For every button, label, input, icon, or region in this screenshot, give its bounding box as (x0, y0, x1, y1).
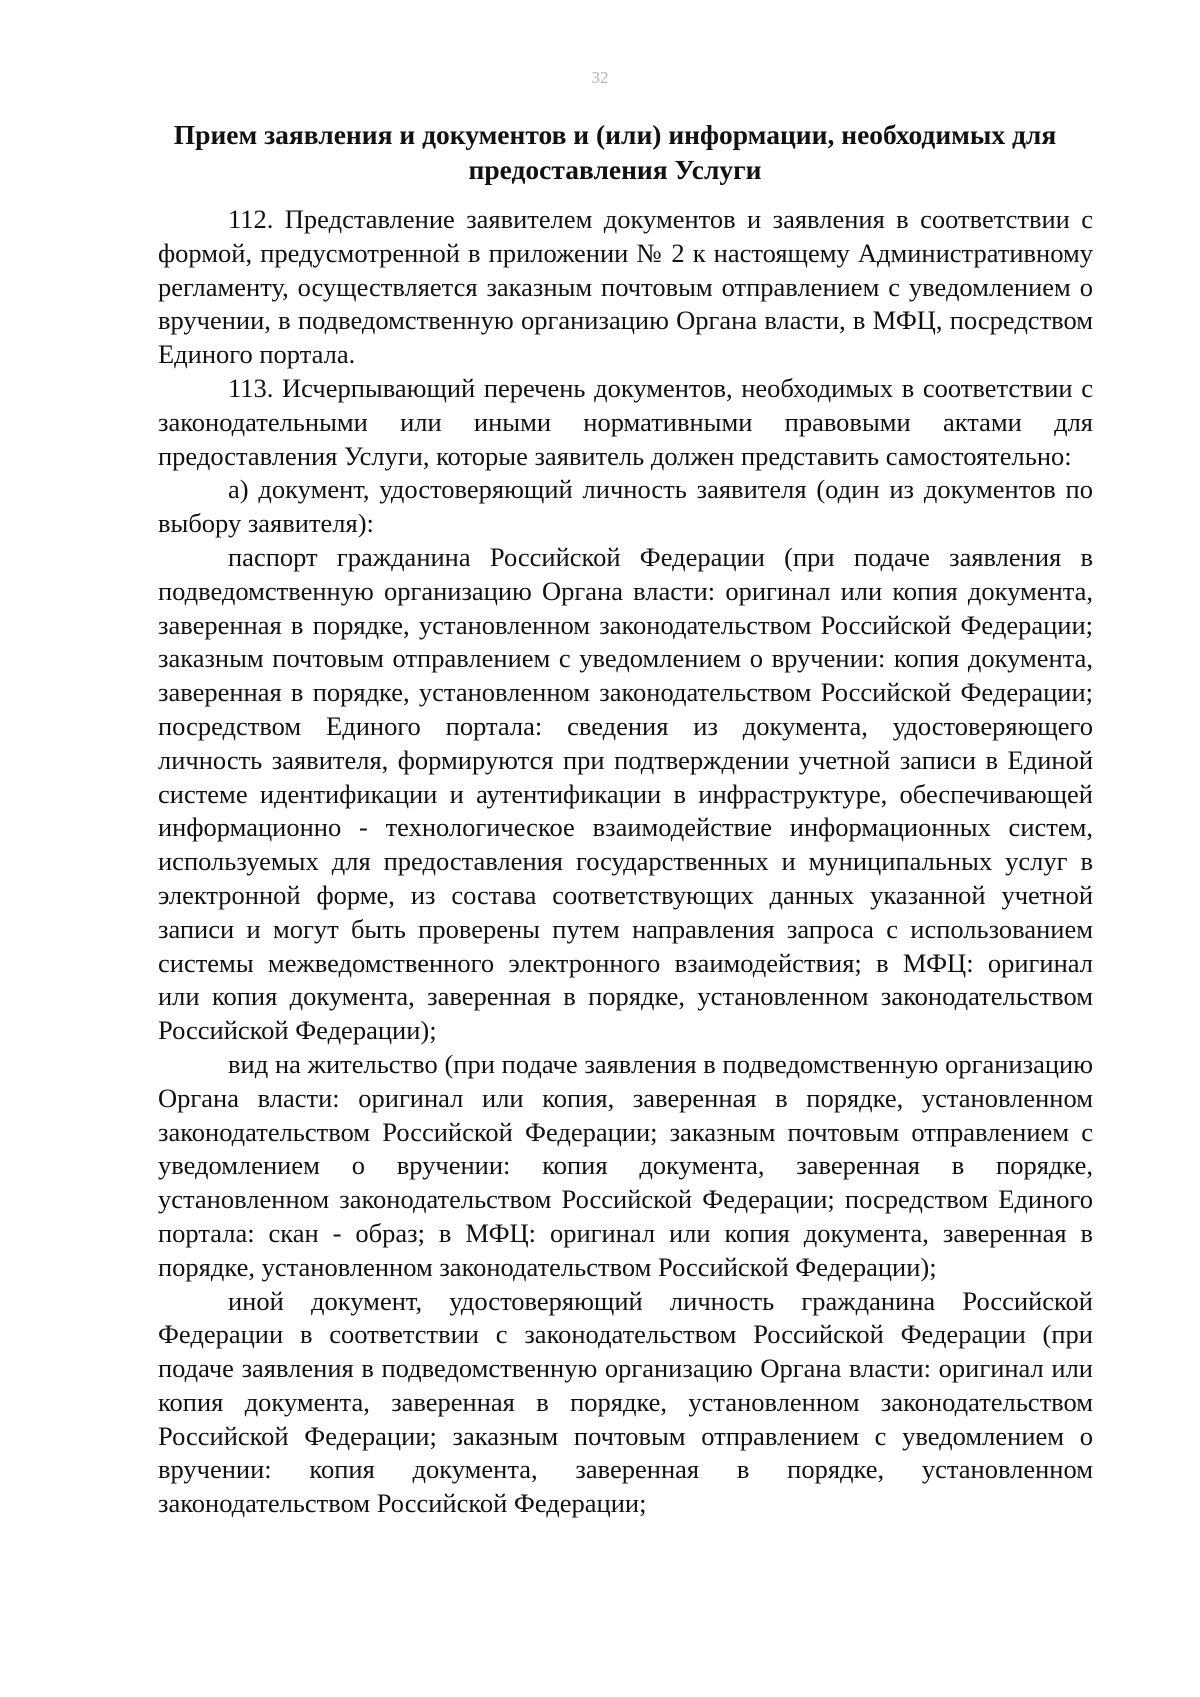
page-number: 32 (591, 68, 609, 87)
paragraph-residence-permit: вид на жительство (при подаче заявления в подведомственную организацию Органа власти: оригинал или копия, заверенная в порядке, установленном законодательством Российской Федерации; заказным почтовым отправлением с уведомлением о вручении: копия документа, заверенная в порядке, установленном законодательством Российской Федерации; посредством Единого портала: скан - образ; в МФЦ: оригинал или копия документа, заверенная в порядке, установленном законодательством Российской Федерации); (158, 1048, 1093, 1282)
paragraph-item-a: а) документ, удостоверяющий личность заявителя (один из документов по выбору заявителя): (158, 474, 1093, 539)
paragraph-113: 113. Исчерпывающий перечень документов, необходимых в соответствии с законодательными или иными нормативными правовыми актами для предоставления Услуги, которые заявитель должен представить самостоятельно: (158, 372, 1093, 471)
document-body (158, 203, 1093, 1521)
paragraph-other-id-document: иной документ, удостоверяющий личность гражданина Российской Федерации в соответствии с законодательством Российской Федерации (при подаче заявления в подведомственную организацию Органа власти: оригинал или копия документа, заверенная в порядке, установленном законодательством Российской Федерации; заказным почтовым отправлением с уведомлением о вручении: копия документа, заверенная в порядке, установленном законодательством Российской Федерации; (158, 1285, 1093, 1519)
section-title: Прием заявления и документов и (или) информации, необходимых для предоставления Услуги (173, 119, 1057, 185)
paragraph-112: 112. Представление заявителем документов и заявления в соответствии с формой, предусмотренной в приложении № 2 к настоящему Административному регламенту, осуществляется заказным почтовым отправлением с уведомлением о вручении, в подведомственную организацию Органа власти, в МФЦ, посредством Единого портала. (158, 204, 1093, 370)
paragraph-passport: паспорт гражданина Российской Федерации (при подаче заявления в подведомственную организацию Органа власти: оригинал или копия документа, заверенная в порядке, установленном законодательством Российской Федерации; заказным почтовым отправлением с уведомлением о вручении: копия документа, заверенная в порядке, установленном законодательством Российской Федерации; посредством Единого портала: сведения из документа, удостоверяющего личность заявителя, формируются при подтверждении учетной записи в Единой системе идентификации и аутентификации в инфраструктуре, обеспечивающей информационно - технологическое взаимодействие информационных систем, используемых для предоставления государственных и муниципальных услуг в электронной форме, из состава соответствующих данных указанной учетной записи и могут быть проверены путем направления запроса с использованием системы межведомственного электронного взаимодействия; в МФЦ: оригинал или копия документа, заверенная в порядке, установленном законодательством Российской Федерации); (158, 541, 1093, 1046)
